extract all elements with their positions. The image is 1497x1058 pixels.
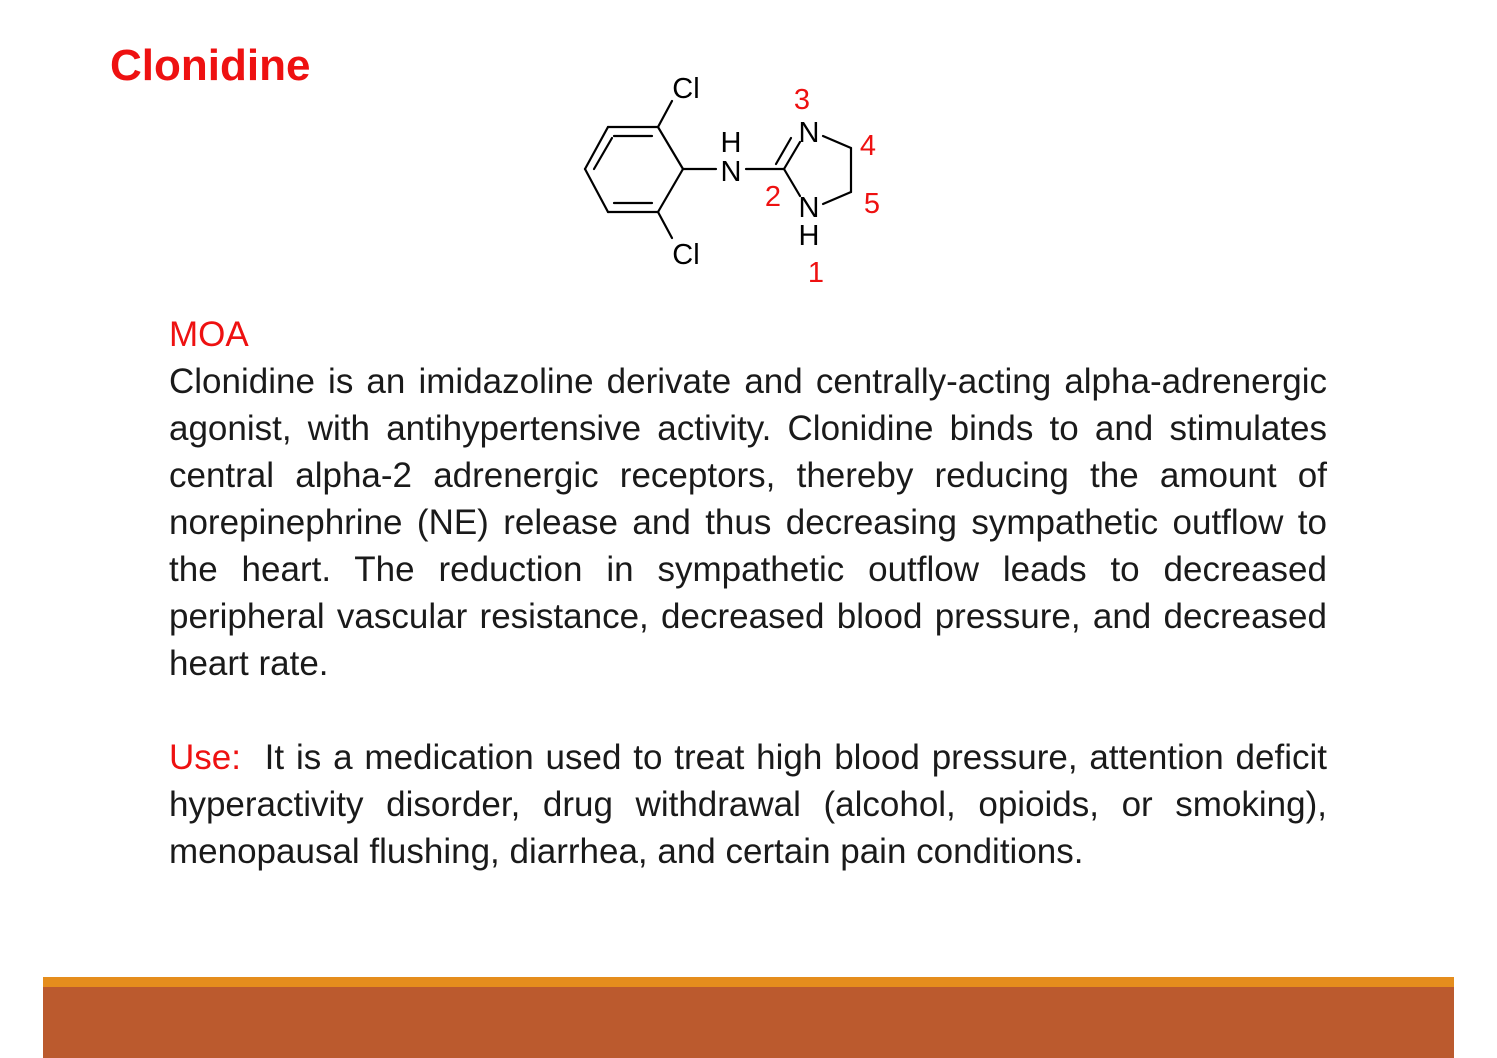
amine-nitrogen-label: N: [720, 156, 742, 188]
moa-paragraph: Clonidine is an imidazoline derivate and centrally-acting alpha-adrenergic agonist, with antihypertensive activity. Clonidine binds to and stimulates central alpha-2 adrenergic receptors, thereby reducing the amount of norepinephrine (NE) release and thus decreasing sympathetic outflow to the heart. The reduction in sympathetic outflow leads to decreased peripheral vascular resistance, decreased blood pressure, and decreased heart rate.: [169, 362, 1327, 683]
footer-band: [43, 987, 1454, 1058]
ring-bond: [658, 127, 683, 169]
ring-bond: [658, 169, 683, 212]
amine-hydrogen-label: H: [720, 127, 742, 159]
cl-bond: [658, 212, 672, 238]
clonidine-structure-diagram: [570, 68, 900, 298]
chlorine-label-top: Cl: [672, 73, 700, 105]
footer-accent-line: [43, 977, 1454, 987]
use-label: Use:: [169, 738, 241, 777]
position-number-1: 1: [807, 257, 825, 289]
c5-n1-bond: [823, 192, 851, 204]
position-number-2: 2: [764, 181, 782, 213]
use-text: It is a medication used to treat high blood pressure, attention deficit hyperactivity disorder, drug withdrawal (alcohol, opioids, or smoking), menopausal flushing, diarrhea, and certain pain conditions.: [169, 738, 1327, 871]
chlorine-label-bottom: Cl: [672, 239, 700, 271]
position-number-5: 5: [863, 188, 881, 220]
cl-bond: [658, 101, 672, 127]
use-paragraph: [169, 734, 1327, 875]
nitrogen-3-label: N: [798, 117, 820, 149]
moa-heading: MOA: [169, 315, 249, 354]
ring-bond: [585, 169, 608, 212]
slide-content: [169, 311, 1327, 875]
nitrogen-1-hydrogen-label: H: [798, 220, 820, 252]
position-number-4: 4: [859, 130, 877, 162]
slide-title: Clonidine: [110, 41, 311, 90]
n3-c4-bond: [823, 136, 851, 148]
nitrogen-1-label: N: [798, 192, 820, 224]
position-number-3: 3: [793, 84, 811, 116]
ring-double-bond: [594, 138, 612, 169]
